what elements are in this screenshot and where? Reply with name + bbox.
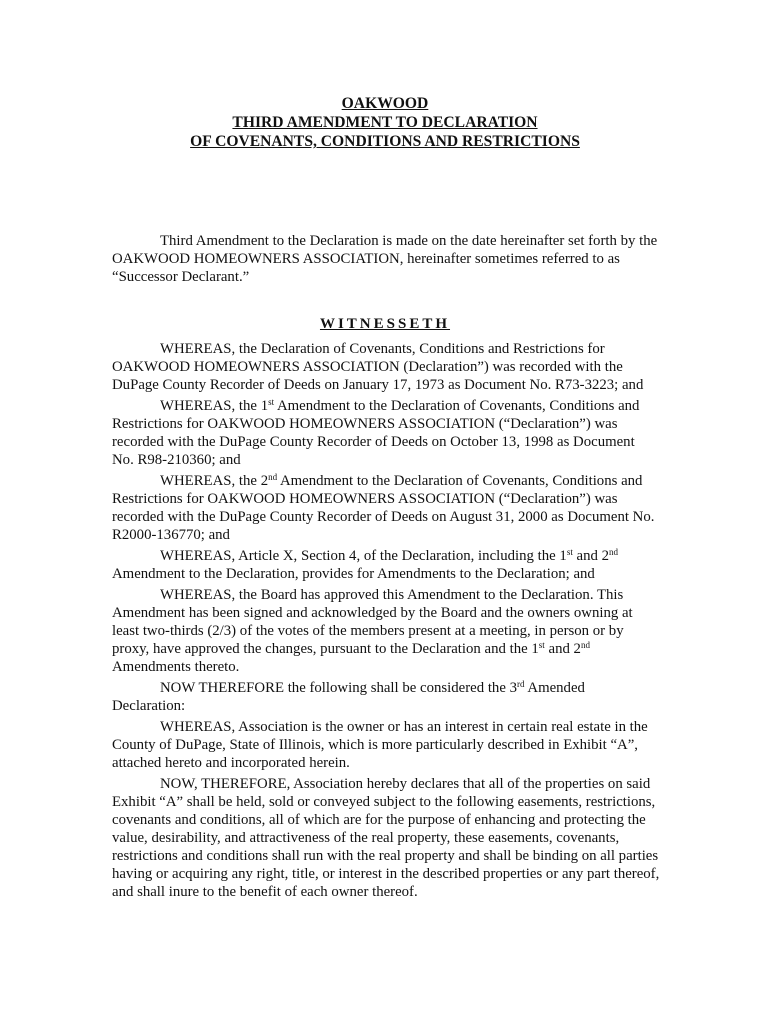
document-title: [0, 94, 770, 151]
title-line-1: OAKWOOD: [341, 95, 429, 112]
intro-section: [112, 232, 660, 286]
paragraph-now-therefore-amended: NOW THEREFORE the following shall be considered the 3rd Amended Declaration:: [112, 679, 585, 714]
title-line-3: OF COVENANTS, CONDITIONS AND RESTRICTIONS: [190, 133, 580, 150]
recitals-section: [112, 340, 660, 901]
paragraph-board-approval: WHEREAS, the Board has approved this Amendment to the Declaration. This Amendment has been signed and acknowledged by the Board and the owners owning at least two-thirds (2/3) of the votes of the members present at a meeting, in person or by proxy, have approved the changes, pursuant to the Declaration and the 1st and 2nd Amendments thereto.: [112, 587, 633, 675]
witnesseth-heading: WITNESSETH: [319, 316, 451, 332]
paragraph-article-x: WHEREAS, Article X, Section 4, of the Declaration, including the 1st and 2nd Amendment to the Declaration, provides for Amendments to the Declaration; and: [112, 547, 619, 582]
paragraph-second-amendment: WHEREAS, the 2nd Amendment to the Declaration of Covenants, Conditions and Restrictions for OAKWOOD HOMEOWNERS ASSOCIATION (“Declaration”) was recorded with the DuPage County Recorder of Deeds on August 31, 2000 as Document No. R2000-136770; and: [112, 472, 655, 543]
paragraph-association-owner: WHEREAS, Association is the owner or has an interest in certain real estate in the County of DuPage, State of Illinois, which is more particularly described in Exhibit “A”, attached hereto and incorporated herein.: [112, 719, 648, 771]
paragraph-declaration-of-covenants: NOW, THEREFORE, Association hereby declares that all of the properties on said Exhibit “A” shall be held, sold or conveyed subject to the following easements, restrictions, covenants and conditions, all of which are for the purpose of enhancing and protecting the value, desirability, and attractiveness of the real property, these easements, covenants, restrictions and conditions shall run with the real property and shall be binding on all parties having or acquiring any right, title, or interest in the described properties or any part thereof, and shall inure to the benefit of each owner thereof.: [112, 776, 660, 900]
intro-paragraph: Third Amendment to the Declaration is made on the date hereinafter set forth by the OAKWOOD HOMEOWNERS ASSOCIATION, hereinafter sometimes referred to as “Successor Declarant.”: [112, 233, 658, 285]
paragraph-first-amendment: WHEREAS, the 1st Amendment to the Declaration of Covenants, Conditions and Restrictions for OAKWOOD HOMEOWNERS ASSOCIATION (“Declaration”) was recorded with the DuPage County Recorder of Deeds on October 13, 1998 as Document No. R98-210360; and: [112, 397, 640, 468]
paragraph-original-declaration: WHEREAS, the Declaration of Covenants, Conditions and Restrictions for OAKWOOD HOMEOWNERS ASSOCIATION (Declaration”) was recorded with the DuPage County Recorder of Deeds on January 17, 1973 as Document No. R73-3223; and: [112, 341, 644, 393]
title-line-2: THIRD AMENDMENT TO DECLARATION: [232, 114, 538, 131]
